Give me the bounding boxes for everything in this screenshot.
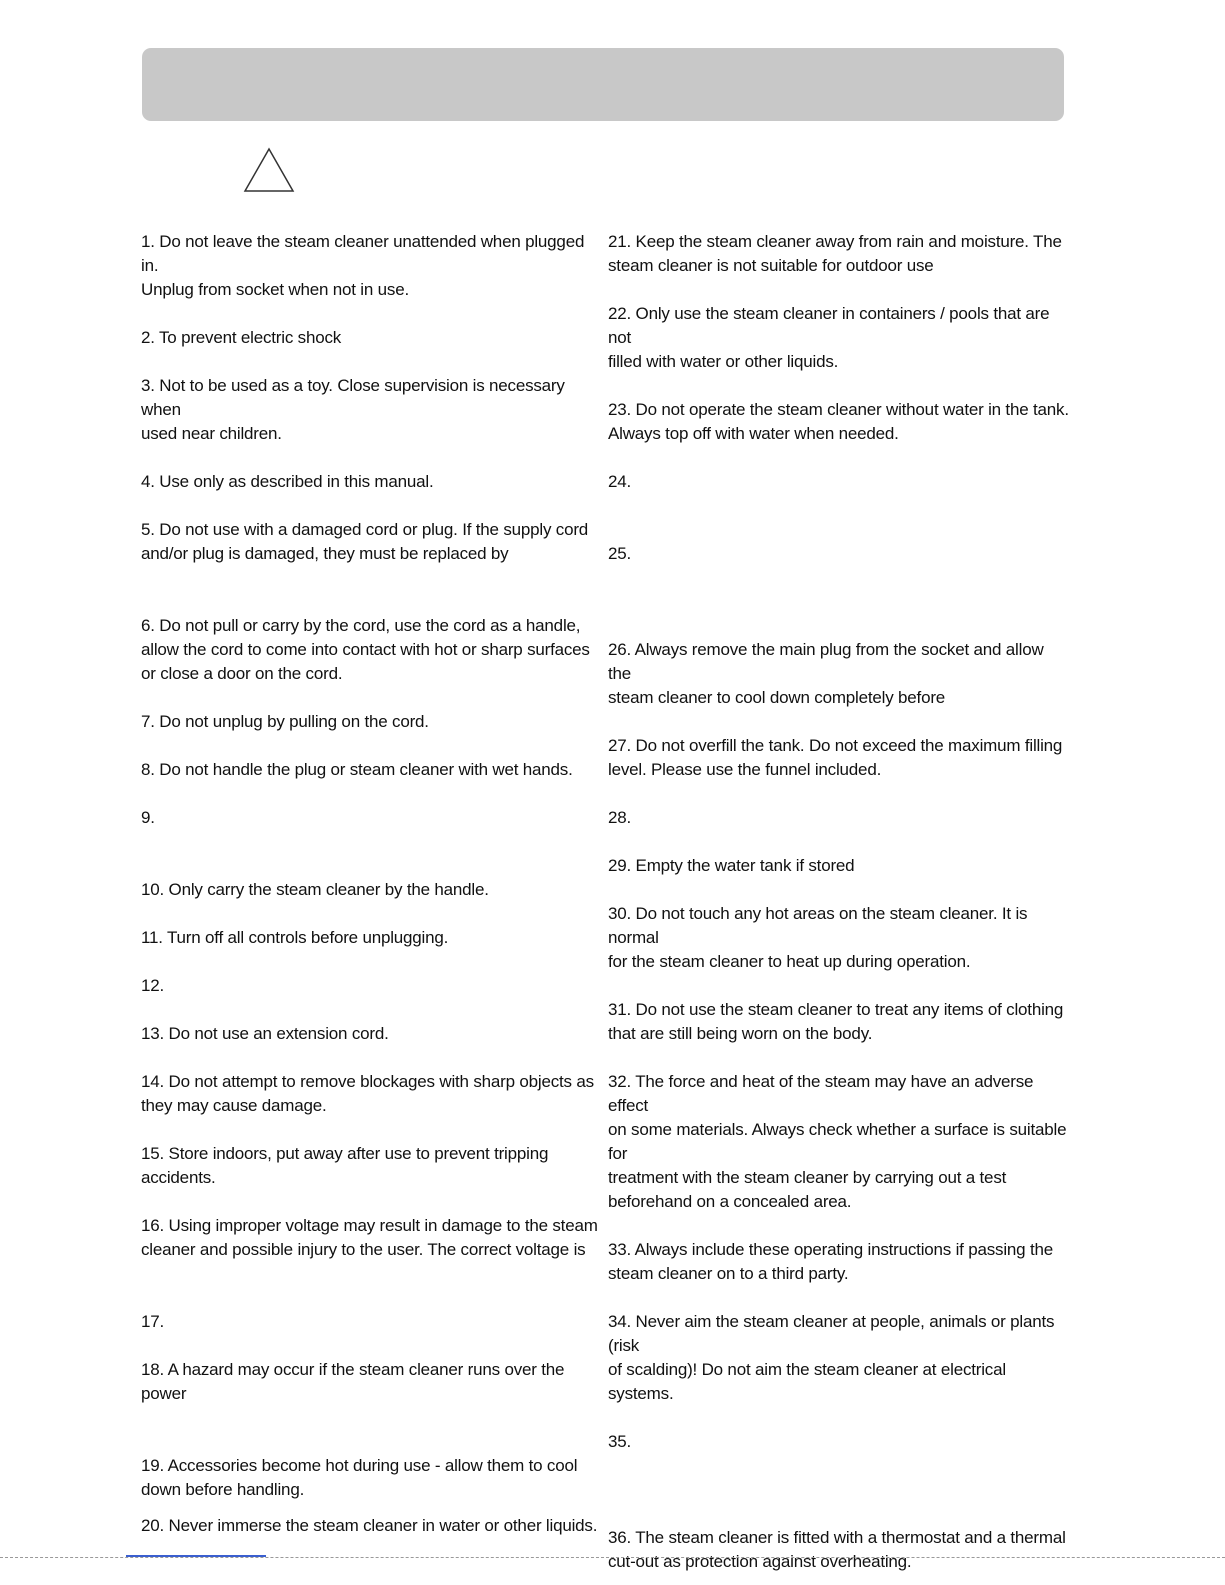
instruction-item: 5. Do not use with a damaged cord or plug. If the supply cord and/or plug is damaged, they must be replaced by <box>141 520 589 563</box>
instruction-item: 21. Keep the steam cleaner away from rain and moisture. The steam cleaner is not suitable for outdoor use <box>608 232 1062 275</box>
instruction-item: 31. Do not use the steam cleaner to treat any items of clothing that are still being worn on the body. <box>608 1000 1064 1043</box>
instruction-item: 30. Do not touch any hot areas on the steam cleaner. It is normal for the steam cleaner to heat up during operation. <box>608 904 1028 971</box>
instruction-item: 17. <box>141 1312 165 1331</box>
instruction-item: 3. Not to be used as a toy. Close supervision is necessary when used near children. <box>141 376 565 443</box>
instruction-item: 23. Do not operate the steam cleaner without water in the tank. Always top off with water when needed. <box>608 400 1069 443</box>
warning-triangle-icon <box>243 147 295 193</box>
instruction-item: 35. <box>608 1432 632 1451</box>
instruction-item: 36. The steam cleaner is fitted with a thermostat and a thermal cut-out as protection against overheating. <box>608 1528 1066 1571</box>
instruction-item: 14. Do not attempt to remove blockages with sharp objects as they may cause damage. <box>141 1072 594 1115</box>
instruction-item: 9. <box>141 808 155 827</box>
instruction-item: 27. Do not overfill the tank. Do not exceed the maximum filling level. Please use the funnel included. <box>608 736 1063 779</box>
instruction-item: 18. A hazard may occur if the steam cleaner runs over the power <box>141 1360 565 1403</box>
instruction-item: 22. Only use the steam cleaner in containers / pools that are not filled with water or other liquids. <box>608 304 1050 371</box>
instruction-item: 4. Use only as described in this manual. <box>141 472 434 491</box>
instruction-item: 29. Empty the water tank if stored <box>608 856 855 875</box>
instruction-item: 20. Never immerse the steam cleaner in water or other liquids. <box>141 1516 598 1535</box>
section-header-bar <box>142 48 1064 121</box>
instruction-item: 16. Using improper voltage may result in damage to the steam cleaner and possible injury to the user. The correct voltage is <box>141 1216 598 1259</box>
instruction-item: 26. Always remove the main plug from the socket and allow the steam cleaner to cool down completely before <box>608 640 1044 707</box>
instruction-item: 24. <box>608 472 632 491</box>
safety-instructions-right-column <box>608 230 1070 1574</box>
instruction-item: 19. Accessories become hot during use - allow them to cool down before handling. <box>141 1456 578 1499</box>
instruction-item: 8. Do not handle the plug or steam cleaner with wet hands. <box>141 760 573 779</box>
page-bottom-link-underline <box>126 1555 266 1557</box>
instruction-item: 2. To prevent electric shock <box>141 328 342 347</box>
instruction-item: 1. Do not leave the steam cleaner unattended when plugged in. Unplug from socket when not in use. <box>141 232 585 299</box>
instruction-item: 10. Only carry the steam cleaner by the handle. <box>141 880 489 899</box>
instruction-item: 32. The force and heat of the steam may have an adverse effect on some materials. Always check whether a surface is suitable for treatment with the steam cleaner by carrying out a test beforehand on a concealed area. <box>608 1072 1067 1211</box>
instruction-item: 15. Store indoors, put away after use to prevent tripping accidents. <box>141 1144 549 1187</box>
instruction-item: 33. Always include these operating instructions if passing the steam cleaner on to a third party. <box>608 1240 1053 1283</box>
instruction-item: 12. <box>141 976 165 995</box>
safety-instructions-left-column <box>141 230 601 1538</box>
instruction-item: 13. Do not use an extension cord. <box>141 1024 389 1043</box>
instruction-item: 28. <box>608 808 632 827</box>
instruction-item: 25. <box>608 544 632 563</box>
instruction-item: 6. Do not pull or carry by the cord, use the cord as a handle, allow the cord to come into contact with hot or sharp surfaces or close a door on the cord. <box>141 616 590 683</box>
instruction-item: 11. Turn off all controls before unplugging. <box>141 928 449 947</box>
instruction-item: 34. Never aim the steam cleaner at people, animals or plants (risk of scalding)! Do not aim the steam cleaner at electrical systems. <box>608 1312 1055 1403</box>
page-bottom-rule <box>0 1557 1225 1558</box>
instruction-item: 7. Do not unplug by pulling on the cord. <box>141 712 429 731</box>
